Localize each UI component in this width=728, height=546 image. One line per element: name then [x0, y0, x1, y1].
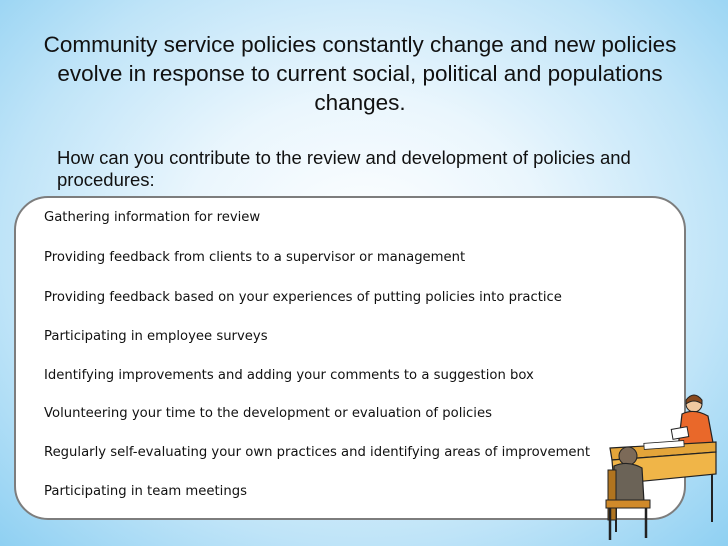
list-item: Identifying improvements and adding your comments to a suggestion box	[44, 368, 534, 383]
list-item: Participating in team meetings	[44, 484, 247, 499]
interview-clipart-icon	[590, 392, 722, 542]
content-box	[14, 196, 686, 520]
slide-title: Community service policies constantly change and new policies evolve in response to current social, political and populations changes.	[43, 32, 677, 115]
list-item: Providing feedback from clients to a supervisor or management	[44, 250, 466, 265]
list-item: Gathering information for review	[44, 210, 261, 225]
list-item: Regularly self-evaluating your own practices and identifying areas of improvement	[44, 445, 591, 460]
list-item: Participating in employee surveys	[44, 329, 268, 344]
slide-question: How can you contribute to the review and development of policies and procedures:	[57, 147, 631, 190]
list-item: Providing feedback based on your experiences of putting policies into practice	[44, 290, 562, 305]
list-item: Volunteering your time to the development or evaluation of policies	[44, 406, 492, 421]
